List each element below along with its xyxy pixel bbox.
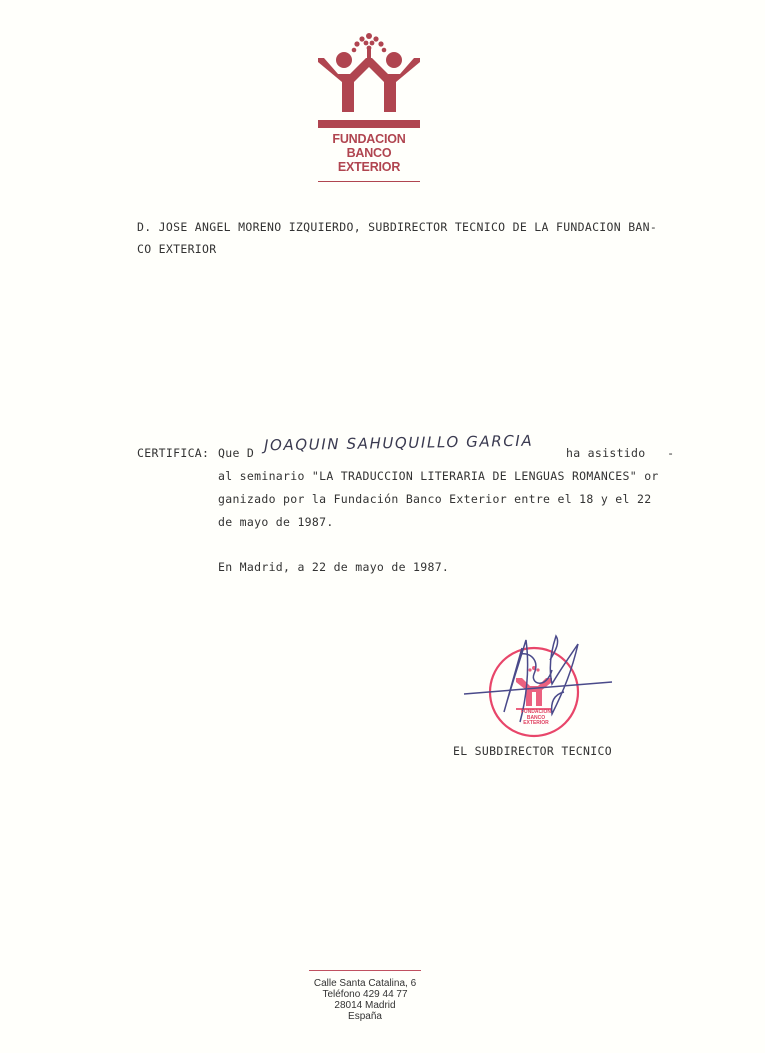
- place-date: En Madrid, a 22 de mayo de 1987.: [218, 560, 450, 574]
- logo-line-2: BANCO: [346, 146, 392, 160]
- handwritten-name: JOAQUIN SAHUQUILLO GARCIA: [263, 431, 534, 455]
- footer-line-1: Calle Santa Catalina, 6: [313, 978, 417, 989]
- footer-line-3: 28014 Madrid: [334, 1000, 396, 1011]
- certifica-que: Que D: [218, 446, 255, 460]
- logo-line-1: FUNDACION: [332, 132, 406, 146]
- certifica-label: CERTIFICA:: [137, 446, 210, 460]
- footer-line-2: Teléfono 429 44 77: [322, 989, 408, 1000]
- stamp-line-1: FUNDACION: [521, 709, 551, 715]
- header-line-2: CO EXTERIOR: [137, 242, 217, 256]
- logo-wordmark: [316, 132, 422, 174]
- certifica-after-name: ha asistido -: [566, 446, 675, 460]
- certifica-line-3: ganizado por la Fundación Banco Exterior entre el 18 y el 22: [218, 492, 652, 506]
- certifica-line-2: al seminario "LA TRADUCCION LITERARIA DE LENGUAS ROMANCES" or: [218, 469, 659, 483]
- certifica-line-4: de mayo de 1987.: [218, 515, 334, 529]
- header-line-1: D. JOSE ANGEL MORENO IZQUIERDO, SUBDIRECTOR TECNICO DE LA FUNDACION BAN-: [137, 220, 658, 234]
- foundation-tree-figures-logo-icon: [316, 30, 422, 118]
- footer-rule: [309, 970, 421, 971]
- logo-underline: [318, 181, 420, 182]
- footer-line-4: España: [348, 1011, 382, 1022]
- signatory-title: EL SUBDIRECTOR TECNICO: [453, 744, 612, 758]
- footer-address: [280, 978, 450, 1022]
- stamp-line-3: EXTERIOR: [523, 720, 549, 726]
- logo-bar: [318, 120, 420, 128]
- logo-line-3: EXTERIOR: [337, 160, 401, 174]
- foundation-logo: [316, 30, 422, 185]
- stamp-text: [511, 710, 561, 727]
- stamp-line-2: BANCO: [526, 714, 546, 721]
- signature-stamp: [460, 630, 620, 740]
